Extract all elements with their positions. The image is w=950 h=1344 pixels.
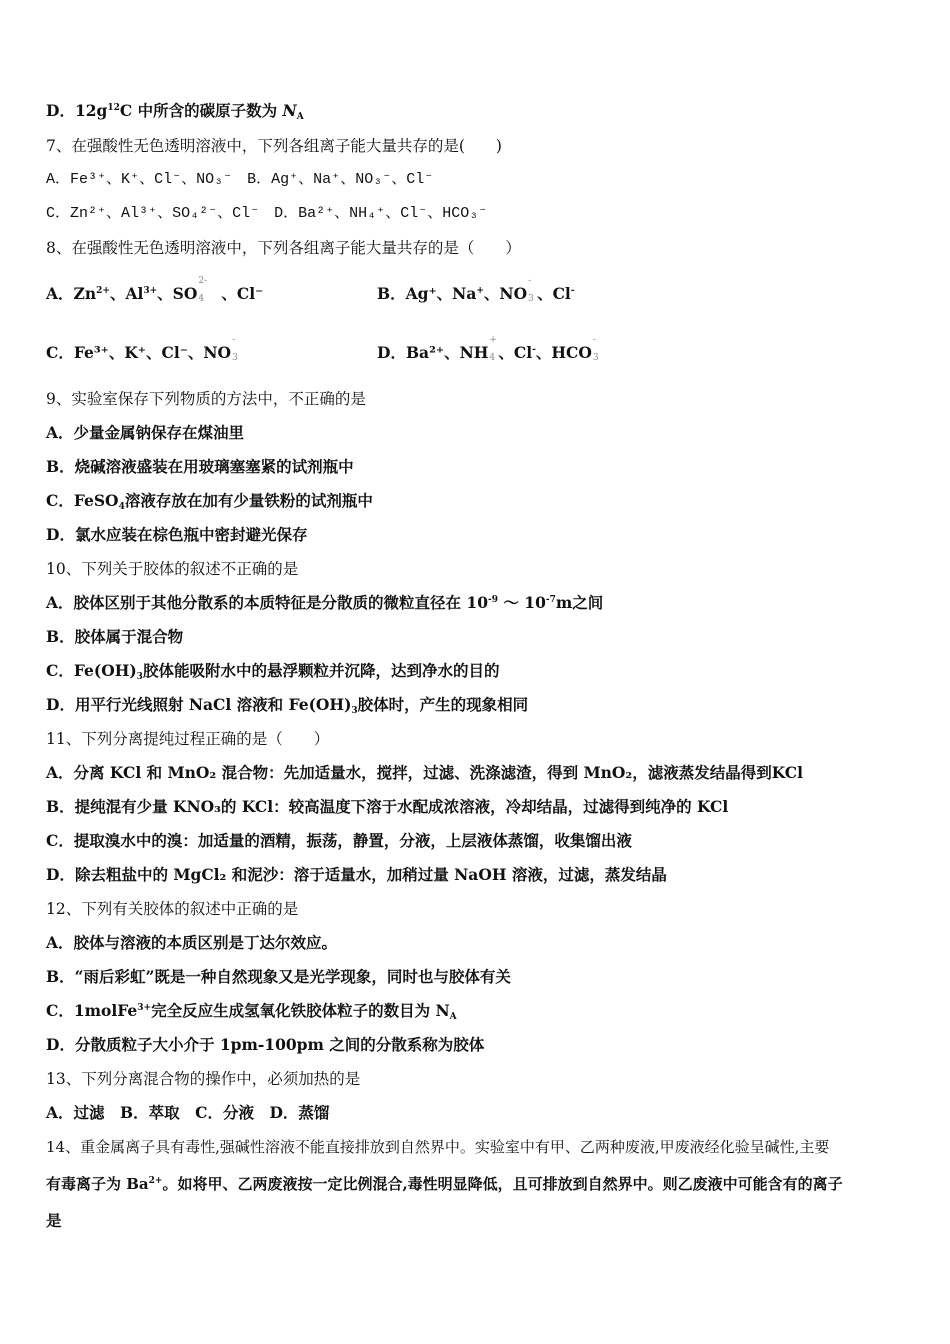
text: 、Cl bbox=[537, 284, 571, 303]
q11-option-d bbox=[46, 865, 667, 885]
superscript: -7 bbox=[545, 595, 556, 605]
q14-line-2 bbox=[46, 1174, 843, 1194]
subscript: 4 bbox=[118, 502, 125, 512]
superscript: - bbox=[570, 286, 575, 296]
q11-stem bbox=[46, 729, 329, 749]
text: 完全反应生成氢氧化铁胶体粒子的数目为 N bbox=[151, 1001, 450, 1020]
subscript: 4 bbox=[198, 294, 205, 304]
subscript: 4 bbox=[489, 353, 496, 363]
superscript: - bbox=[532, 345, 536, 355]
question-text: 11、下列分离提纯过程正确的是（ ） bbox=[46, 730, 330, 748]
text: Ag⁺、Na bbox=[405, 284, 477, 303]
charge: - bbox=[232, 335, 236, 345]
question-text: 9、实验室保存下列物质的方法中，不正确的是 bbox=[46, 390, 366, 408]
q7-stem bbox=[46, 136, 502, 156]
q9-stem bbox=[46, 389, 366, 409]
q8-stem bbox=[46, 238, 521, 258]
q11-option-b bbox=[46, 797, 728, 817]
q10-stem bbox=[46, 559, 298, 579]
text: FeSO bbox=[73, 491, 119, 510]
text: 、HCO bbox=[535, 343, 592, 362]
avogadro-symbol: N bbox=[282, 101, 297, 120]
q13-options bbox=[46, 1103, 329, 1123]
subscript: 3 bbox=[136, 672, 143, 682]
option-text: D．氯水应装在棕色瓶中密封避光保存 bbox=[46, 525, 308, 544]
charge: + bbox=[489, 335, 497, 345]
subscript: 3 bbox=[528, 294, 534, 304]
superscript: 3+ bbox=[137, 1003, 152, 1013]
ion-charge-stack bbox=[197, 276, 208, 305]
text: 12g bbox=[74, 101, 108, 120]
text: 胶体能吸附水中的悬浮颗粒并沉降，达到净水的目的 bbox=[142, 661, 500, 680]
q9-option-d bbox=[46, 525, 307, 545]
q7-options-ab bbox=[46, 170, 433, 190]
superscript: -9 bbox=[488, 595, 498, 605]
superscript: 12 bbox=[107, 103, 120, 113]
subscript: A bbox=[296, 112, 304, 122]
text: 胶体时，产生的现象相同 bbox=[357, 695, 529, 714]
q9-option-b bbox=[46, 457, 354, 477]
text: 有毒离子为 Ba bbox=[46, 1175, 149, 1193]
q8-option-d bbox=[377, 335, 602, 364]
text: Fe³⁺、K⁺、Cl⁻、NO bbox=[73, 343, 232, 362]
q9-option-a bbox=[46, 423, 244, 443]
text: 、Al bbox=[109, 284, 144, 303]
text: 。如将甲、乙两废液按一定比例混合,毒性明显降低，且可排放到自然界中。则乙废液中可能含有的离子 bbox=[162, 1175, 843, 1193]
question-text: 8、在强酸性无色透明溶液中，下列各组离子能大量共存的是（ ） bbox=[46, 239, 521, 257]
question-text: 10、下列关于胶体的叙述不正确的是 bbox=[46, 560, 299, 578]
q12-option-a bbox=[46, 933, 337, 953]
q10-option-b bbox=[46, 627, 183, 647]
option-label: B． bbox=[377, 284, 406, 303]
text: Ba²⁺、NH bbox=[405, 343, 489, 362]
option-label: C． bbox=[46, 343, 74, 362]
q6-option-d bbox=[46, 101, 304, 121]
charge: - bbox=[592, 335, 596, 345]
options-text: A．过滤 B．萃取 C．分液 D．蒸馏 bbox=[46, 1103, 330, 1122]
text: A．胶体区别于其他分散系的本质特征是分散质的微粒直径在 10 bbox=[46, 593, 488, 612]
q8-option-a bbox=[46, 276, 264, 305]
option-text: D．除去粗盐中的 MgCl₂ 和泥沙：溶于适量水，加稍过量 NaOH 溶液，过滤，蒸发结晶 bbox=[46, 865, 667, 884]
q8-option-c bbox=[46, 335, 241, 364]
option-label: D． bbox=[46, 101, 75, 120]
text: m之间 bbox=[555, 593, 604, 612]
option-text: B．烧碱溶液盛装在用玻璃塞塞紧的试剂瓶中 bbox=[46, 457, 354, 476]
option-text: B．“雨后彩虹”既是一种自然现象又是光学现象，同时也与胶体有关 bbox=[46, 967, 511, 986]
option-text: A．胶体与溶液的本质区别是丁达尔效应。 bbox=[46, 933, 338, 952]
question-text: 13、下列分离混合物的操作中，必须加热的是 bbox=[46, 1070, 361, 1088]
ion-charge-stack bbox=[527, 276, 537, 305]
text: 、Cl bbox=[498, 343, 533, 362]
option-text: D．分散质粒子大小介于 1pm-100pm 之间的分散系称为胶体 bbox=[46, 1035, 485, 1054]
options-text: C．Zn²⁺、Al³⁺、SO₄²⁻、Cl⁻ D．Ba²⁺、NH₄⁺、Cl⁻、HCO₃⁻ bbox=[46, 205, 488, 222]
text: ～ 10 bbox=[498, 593, 546, 612]
q11-option-c bbox=[46, 831, 632, 851]
subscript: 3 bbox=[592, 353, 599, 363]
q12-option-d bbox=[46, 1035, 484, 1055]
superscript: 2+ bbox=[148, 1176, 163, 1186]
q7-options-cd bbox=[46, 204, 487, 224]
q11-option-a bbox=[46, 763, 803, 783]
option-label: A． bbox=[46, 284, 74, 303]
q13-stem bbox=[46, 1069, 360, 1089]
question-text: 是 bbox=[46, 1211, 62, 1230]
text: 、NO bbox=[483, 284, 528, 303]
option-label: C． bbox=[46, 491, 74, 510]
text: Zn bbox=[73, 284, 97, 303]
text: 、Cl⁻ bbox=[221, 284, 264, 303]
q12-option-b bbox=[46, 967, 511, 987]
text: C．Fe(OH) bbox=[46, 661, 137, 680]
q14-line-3 bbox=[46, 1211, 62, 1231]
option-text: A．少量金属钠保存在煤油里 bbox=[46, 423, 245, 442]
options-text: A．Fe³⁺、K⁺、Cl⁻、NO₃⁻ B．Ag⁺、Na⁺、NO₃⁻、Cl⁻ bbox=[46, 171, 434, 188]
subscript: 3 bbox=[351, 706, 358, 716]
ion-charge-stack bbox=[231, 335, 241, 364]
q9-option-c bbox=[46, 491, 373, 511]
option-text: C．提取溴水中的溴：加适量的酒精，振荡，静置，分液，上层液体蒸馏，收集馏出液 bbox=[46, 831, 632, 850]
option-text: B．提纯混有少量 KNO₃的 KCl：较高温度下溶于水配成浓溶液，冷却结晶，过滤得到纯净的 KCl bbox=[46, 797, 729, 816]
option-label: D． bbox=[377, 343, 406, 362]
text: 溶液存放在加有少量铁粉的试剂瓶中 bbox=[124, 491, 373, 510]
question-text: 7、在强酸性无色透明溶液中，下列各组离子能大量共存的是( ) bbox=[46, 137, 502, 155]
question-text: 12、下列有关胶体的叙述中正确的是 bbox=[46, 900, 299, 918]
text: C 中所含的碳原子数为 bbox=[119, 101, 283, 120]
text: C．1molFe bbox=[46, 1001, 138, 1020]
q10-option-c bbox=[46, 661, 499, 681]
q8-option-b bbox=[377, 276, 575, 305]
text: D．用平行光线照射 NaCl 溶液和 Fe(OH) bbox=[46, 695, 352, 714]
text: 、SO bbox=[157, 284, 198, 303]
charge: - bbox=[528, 276, 532, 286]
ion-charge-stack bbox=[592, 335, 602, 364]
q14-line-1 bbox=[46, 1137, 829, 1157]
superscript: + bbox=[476, 286, 484, 296]
q12-option-c bbox=[46, 1001, 457, 1021]
q12-stem bbox=[46, 899, 298, 919]
charge: 2- bbox=[198, 276, 208, 286]
ion-charge-stack bbox=[488, 335, 498, 364]
subscript: 3 bbox=[232, 353, 238, 363]
q10-option-a bbox=[46, 593, 603, 613]
option-text: B．胶体属于混合物 bbox=[46, 627, 184, 646]
option-text: A．分离 KCl 和 MnO₂ 混合物：先加适量水，搅拌，过滤、洗涤滤渣，得到 MnO₂，滤液蒸发结晶得到KCl bbox=[46, 763, 804, 782]
subscript: A bbox=[449, 1012, 457, 1022]
superscript: 2+ bbox=[96, 286, 110, 296]
question-text: 14、重金属离子具有毒性,强碱性溶液不能直接排放到自然界中。实验室中有甲、乙两种废液,甲废液经化验呈碱性,主要 bbox=[46, 1138, 830, 1156]
superscript: 3+ bbox=[143, 286, 158, 296]
q10-option-d bbox=[46, 695, 528, 715]
